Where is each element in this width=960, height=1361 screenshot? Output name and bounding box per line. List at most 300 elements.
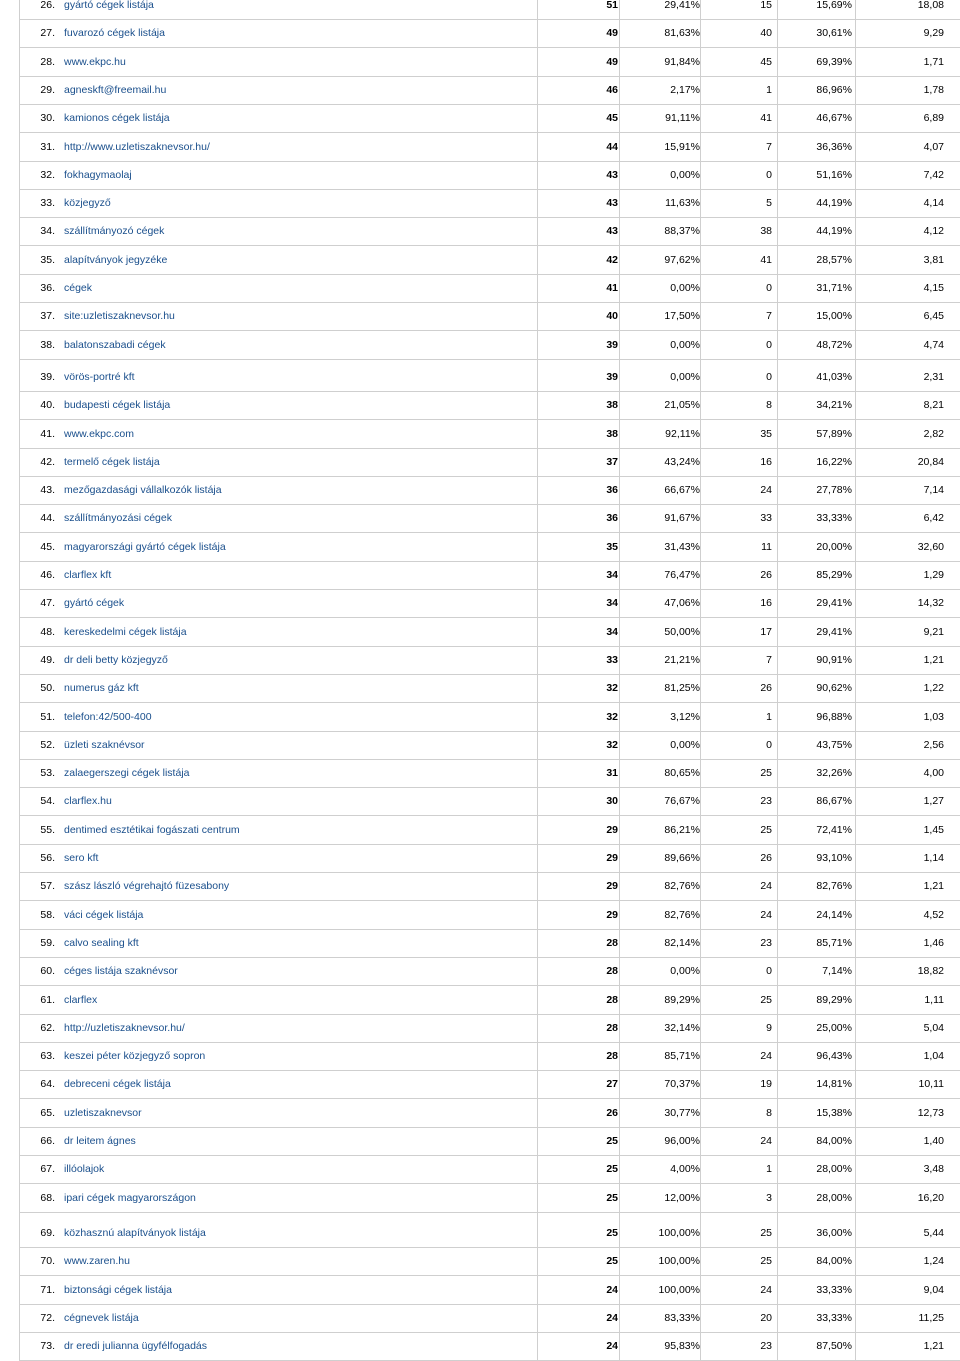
table-row (20, 787, 960, 816)
percent-value: 0,00% (670, 370, 700, 383)
percent-value: 46,67% (816, 112, 852, 125)
row-rank: 73. (40, 1340, 55, 1353)
row-rank: 39. (40, 370, 55, 383)
percent-value: 100,00% (658, 1255, 700, 1268)
visits-value: 29 (606, 823, 618, 836)
numeric-value: 9,04 (923, 1283, 944, 1296)
numeric-value: 1,40 (923, 1135, 944, 1147)
count-value: 23 (760, 795, 772, 808)
table-row (20, 816, 960, 845)
keyword-link[interactable]: alapítványok jegyzéke (64, 253, 168, 266)
percent-value: 15,38% (816, 1106, 852, 1119)
row-rank: 37. (40, 310, 55, 323)
keyword-link[interactable]: sero kft (64, 852, 99, 864)
row-rank: 70. (40, 1255, 55, 1268)
visits-value: 40 (606, 310, 618, 323)
visits-value: 33 (606, 653, 618, 666)
numeric-value: 1,27 (923, 795, 944, 808)
row-rank: 69. (40, 1226, 55, 1239)
keyword-link[interactable]: agneskft@freemail.hu (64, 83, 167, 96)
visits-value: 28 (606, 936, 618, 949)
table-row (20, 448, 960, 477)
percent-value: 41,03% (816, 370, 852, 383)
count-value: 38 (760, 225, 772, 238)
keyword-link[interactable]: numerus gáz kft (64, 682, 139, 695)
row-rank: 47. (40, 597, 55, 610)
keyword-link[interactable]: vörös-portré kft (64, 370, 135, 383)
numeric-value: 1,46 (923, 936, 944, 949)
visits-value: 32 (606, 738, 618, 751)
count-value: 23 (760, 1340, 772, 1353)
numeric-value: 4,07 (923, 140, 944, 153)
visits-value: 25 (606, 1163, 618, 1176)
row-rank: 62. (40, 1021, 55, 1034)
numeric-value: 8,21 (923, 399, 944, 412)
percent-value: 95,83% (664, 1340, 700, 1353)
percent-value: 70,37% (664, 1078, 700, 1091)
keyword-link[interactable]: dr eredi julianna ügyfélfogadás (64, 1340, 208, 1353)
percent-value: 34,21% (816, 399, 852, 412)
percent-value: 76,67% (664, 795, 700, 808)
keyword-link[interactable]: fuvarozó cégek listája (64, 27, 165, 40)
keyword-link[interactable]: mezőgazdasági vállalkozók listája (64, 484, 222, 497)
count-value: 0 (766, 370, 772, 383)
numeric-value: 11,25 (918, 1311, 944, 1324)
visits-value: 29 (606, 880, 618, 893)
percent-value: 33,33% (816, 1311, 852, 1324)
keyword-link[interactable]: clarflex (64, 993, 98, 1006)
keyword-link[interactable]: dr deli betty közjegyző (64, 653, 168, 666)
percent-value: 89,66% (664, 852, 700, 864)
percent-value: 86,96% (816, 83, 852, 96)
percent-value: 0,00% (670, 965, 700, 978)
percent-value: 33,33% (816, 1283, 852, 1296)
keyword-link[interactable]: site:uzletiszaknevsor.hu (64, 310, 175, 323)
percent-value: 4,00% (670, 1163, 700, 1176)
count-value: 8 (766, 399, 772, 412)
keyword-link[interactable]: gyártó cégek listája (64, 0, 154, 11)
count-value: 0 (766, 168, 772, 181)
row-rank: 44. (40, 512, 55, 525)
percent-value: 82,76% (664, 908, 700, 921)
keyword-table (19, 0, 960, 1361)
percent-value: 87,50% (816, 1340, 852, 1353)
row-rank: 40. (40, 399, 55, 412)
visits-value: 35 (606, 540, 618, 553)
percent-value: 84,00% (816, 1135, 852, 1147)
count-value: 19 (760, 1078, 772, 1091)
table-row (20, 533, 960, 562)
visits-value: 28 (606, 1021, 618, 1034)
row-rank: 46. (40, 569, 55, 581)
percent-value: 47,06% (664, 597, 700, 610)
visits-value: 27 (606, 1078, 618, 1091)
count-value: 35 (760, 427, 772, 440)
count-value: 16 (760, 455, 772, 468)
visits-value: 46 (606, 83, 618, 96)
keyword-link[interactable]: kereskedelmi cégek listája (64, 625, 187, 638)
percent-value: 15,91% (664, 140, 700, 153)
table-row (20, 104, 960, 133)
count-value: 1 (766, 710, 772, 723)
numeric-value: 2,31 (923, 370, 944, 383)
keyword-link[interactable]: cégek (64, 282, 93, 294)
row-rank: 34. (40, 225, 55, 238)
percent-value: 27,78% (816, 484, 852, 497)
count-value: 24 (760, 1135, 772, 1147)
numeric-value: 2,82 (923, 427, 944, 440)
numeric-value: 1,14 (923, 852, 944, 864)
visits-value: 36 (606, 484, 618, 497)
table-row (20, 589, 960, 618)
keyword-link[interactable]: céges listája szaknévsor (64, 965, 178, 978)
count-value: 25 (760, 823, 772, 836)
visits-value: 25 (606, 1135, 618, 1147)
count-value: 26 (760, 682, 772, 695)
row-rank: 65. (40, 1106, 55, 1119)
count-value: 0 (766, 282, 772, 294)
keyword-link[interactable]: közjegyző (64, 197, 111, 210)
table-row (20, 1070, 960, 1099)
percent-value: 76,47% (664, 569, 700, 581)
count-value: 3 (766, 1191, 772, 1204)
keyword-link[interactable]: üzleti szaknévsor (64, 738, 145, 751)
table-row (20, 1127, 960, 1156)
percent-value: 21,21% (664, 653, 700, 666)
visits-value: 31 (606, 767, 618, 780)
percent-value: 82,76% (816, 880, 852, 893)
percent-value: 31,71% (816, 282, 852, 294)
count-value: 11 (761, 540, 772, 553)
keyword-link[interactable]: kamionos cégek listája (64, 112, 170, 125)
numeric-value: 6,89 (923, 112, 944, 125)
keyword-link[interactable]: magyarországi gyártó cégek listája (64, 540, 226, 553)
table-row (20, 986, 960, 1015)
visits-value: 39 (606, 370, 618, 383)
visits-value: 36 (606, 512, 618, 525)
percent-value: 15,69% (816, 0, 852, 11)
row-rank: 52. (40, 738, 55, 751)
visits-value: 43 (606, 168, 618, 181)
row-rank: 35. (40, 253, 55, 266)
table-row (20, 929, 960, 958)
table-row (20, 872, 960, 901)
table-row (20, 302, 960, 331)
keyword-link[interactable]: közhasznú alapítványok listája (64, 1226, 206, 1239)
visits-value: 34 (606, 597, 618, 610)
row-rank: 59. (40, 936, 55, 949)
keyword-link[interactable]: clarflex kft (64, 569, 112, 581)
count-value: 41 (760, 112, 772, 125)
numeric-value: 3,81 (923, 253, 944, 266)
keyword-link[interactable]: termelő cégek listája (64, 455, 160, 468)
row-rank: 33. (40, 197, 55, 210)
percent-value: 12,00% (664, 1191, 700, 1204)
table-row (20, 246, 960, 275)
percent-value: 0,00% (670, 738, 700, 751)
row-rank: 41. (40, 427, 55, 440)
keyword-link[interactable]: http://www.uzletiszaknevsor.hu/ (64, 140, 210, 153)
numeric-value: 12,73 (917, 1106, 944, 1119)
numeric-value: 16,20 (917, 1191, 944, 1204)
percent-value: 90,91% (816, 653, 852, 666)
visits-value: 34 (606, 625, 618, 638)
percent-value: 72,41% (816, 823, 852, 836)
keyword-link[interactable]: ipari cégek magyarországon (64, 1191, 196, 1204)
count-value: 0 (766, 738, 772, 751)
percent-value: 0,00% (670, 282, 700, 294)
percent-value: 89,29% (664, 993, 700, 1006)
row-rank: 57. (40, 880, 55, 893)
percent-value: 90,62% (816, 682, 852, 695)
row-rank: 27. (40, 27, 55, 40)
table-row (20, 420, 960, 449)
table-row (20, 0, 960, 20)
keyword-link[interactable]: debreceni cégek listája (64, 1078, 171, 1091)
table-row (20, 1332, 960, 1361)
visits-value: 49 (606, 55, 618, 68)
keyword-link[interactable]: szállítmányozási cégek (64, 512, 172, 525)
numeric-value: 32,60 (917, 540, 944, 553)
visits-value: 42 (606, 253, 618, 266)
table-row (20, 674, 960, 703)
keyword-link[interactable]: zalaegerszegi cégek listája (64, 767, 190, 780)
table-row (20, 331, 960, 360)
numeric-value: 1,22 (923, 682, 944, 695)
keyword-link[interactable]: dentimed esztétikai fogászati centrum (64, 823, 240, 836)
percent-value: 21,05% (664, 399, 700, 412)
visits-value: 38 (606, 427, 618, 440)
row-rank: 45. (40, 540, 55, 553)
count-value: 40 (760, 27, 772, 40)
percent-value: 91,11% (665, 112, 700, 125)
percent-value: 44,19% (816, 225, 852, 238)
percent-value: 80,65% (664, 767, 700, 780)
row-rank: 48. (40, 625, 55, 638)
numeric-value: 1,45 (923, 823, 944, 836)
numeric-value: 6,42 (923, 512, 944, 525)
percent-value: 84,00% (816, 1255, 852, 1268)
percent-value: 85,71% (816, 936, 852, 949)
percent-value: 36,36% (816, 140, 852, 153)
table-row (20, 1247, 960, 1276)
visits-value: 49 (606, 27, 618, 40)
percent-value: 50,00% (664, 625, 700, 638)
numeric-value: 4,14 (923, 197, 944, 210)
visits-value: 24 (606, 1283, 618, 1296)
numeric-value: 1,21 (923, 880, 944, 893)
keyword-link[interactable]: cégnevek listája (64, 1311, 139, 1324)
count-value: 7 (766, 653, 772, 666)
visits-value: 32 (606, 682, 618, 695)
percent-value: 81,25% (664, 682, 700, 695)
numeric-value: 1,11 (924, 993, 944, 1006)
table-row (20, 504, 960, 533)
percent-value: 85,29% (816, 569, 852, 581)
visits-value: 28 (606, 965, 618, 978)
table-row (20, 19, 960, 48)
keyword-link[interactable]: uzletiszaknevsor (64, 1106, 142, 1119)
visits-value: 25 (606, 1191, 618, 1204)
numeric-value: 4,00 (923, 767, 944, 780)
row-rank: 61. (40, 993, 55, 1006)
visits-value: 43 (606, 225, 618, 238)
count-value: 24 (760, 1283, 772, 1296)
table-row (20, 1276, 960, 1305)
row-rank: 58. (40, 908, 55, 921)
percent-value: 69,39% (816, 55, 852, 68)
keyword-link[interactable]: váci cégek listája (64, 908, 144, 921)
percent-value: 85,71% (664, 1050, 700, 1063)
percent-value: 16,22% (816, 455, 852, 468)
keyword-link[interactable]: gyártó cégek (64, 597, 125, 610)
keyword-link[interactable]: balatonszabadi cégek (64, 338, 166, 351)
visits-value: 24 (606, 1311, 618, 1324)
numeric-value: 18,82 (917, 965, 944, 978)
numeric-value: 1,04 (923, 1050, 944, 1063)
count-value: 9 (766, 1021, 772, 1034)
visits-value: 29 (606, 908, 618, 921)
visits-value: 38 (606, 399, 618, 412)
numeric-value: 18,08 (917, 0, 944, 11)
percent-value: 3,12% (670, 710, 700, 723)
keyword-link[interactable]: calvo sealing kft (64, 936, 139, 949)
numeric-value: 4,12 (923, 225, 944, 238)
keyword-link[interactable]: telefon:42/500-400 (64, 710, 152, 723)
percent-value: 100,00% (658, 1226, 700, 1239)
percent-value: 2,17% (670, 83, 700, 96)
percent-value: 36,00% (816, 1226, 852, 1239)
percent-value: 66,67% (664, 484, 700, 497)
numeric-value: 7,42 (923, 168, 944, 181)
table-row (20, 1155, 960, 1184)
percent-value: 86,67% (816, 795, 852, 808)
row-rank: 32. (40, 168, 55, 181)
keyword-link[interactable]: szállítmányozó cégek (64, 225, 165, 238)
percent-value: 91,84% (664, 55, 700, 68)
table-row (20, 1014, 960, 1043)
numeric-value: 7,14 (923, 484, 944, 497)
visits-value: 51 (606, 0, 618, 11)
table-row (20, 844, 960, 873)
visits-value: 24 (606, 1340, 618, 1353)
numeric-value: 6,45 (923, 310, 944, 323)
row-rank: 51. (40, 710, 55, 723)
percent-value: 30,77% (664, 1106, 700, 1119)
keyword-link[interactable]: illóolajok (64, 1163, 105, 1176)
percent-value: 83,33% (664, 1311, 700, 1324)
count-value: 0 (766, 965, 772, 978)
row-rank: 38. (40, 338, 55, 351)
percent-value: 25,00% (816, 1021, 852, 1034)
row-rank: 28. (40, 55, 55, 68)
row-rank: 72. (40, 1311, 55, 1324)
count-value: 17 (760, 625, 772, 638)
count-value: 26 (760, 852, 772, 864)
keyword-link[interactable]: keszei péter közjegyző sopron (64, 1050, 206, 1063)
count-value: 1 (766, 1163, 772, 1176)
numeric-value: 1,21 (923, 653, 944, 666)
percent-value: 28,57% (816, 253, 852, 266)
percent-value: 7,14% (822, 965, 852, 978)
percent-value: 30,61% (816, 27, 852, 40)
row-rank: 68. (40, 1191, 55, 1204)
numeric-value: 5,44 (923, 1226, 944, 1239)
table-row (20, 646, 960, 675)
percent-value: 82,14% (664, 936, 700, 949)
row-rank: 31. (40, 140, 55, 153)
table-row (20, 476, 960, 505)
keyword-link[interactable]: dr leitem ágnes (64, 1135, 136, 1147)
row-rank: 54. (40, 795, 55, 808)
count-value: 33 (760, 512, 772, 525)
keyword-link[interactable]: www.ekpc.com (64, 427, 135, 440)
visits-value: 28 (606, 993, 618, 1006)
keyword-link[interactable]: www.zaren.hu (64, 1255, 130, 1268)
keyword-link[interactable]: fokhagymaolaj (64, 168, 132, 181)
row-rank: 66. (40, 1135, 55, 1147)
percent-value: 32,14% (664, 1021, 700, 1034)
table-row (20, 1219, 960, 1248)
percent-value: 48,72% (816, 338, 852, 351)
numeric-value: 9,21 (923, 625, 944, 638)
keyword-link[interactable]: clarflex.hu (64, 795, 112, 808)
count-value: 26 (760, 569, 772, 581)
percent-value: 100,00% (658, 1283, 700, 1296)
keyword-link[interactable]: www.ekpc.hu (64, 55, 126, 68)
row-rank: 71. (40, 1283, 55, 1296)
numeric-value: 1,21 (923, 1340, 944, 1353)
row-rank: 29. (40, 83, 55, 96)
table-row (20, 189, 960, 218)
keyword-link[interactable]: szász lászló végrehajtó füzesabony (64, 880, 230, 893)
keyword-link[interactable]: http://uzletiszaknevsor.hu/ (64, 1021, 185, 1034)
count-value: 7 (766, 310, 772, 323)
percent-value: 0,00% (670, 338, 700, 351)
table-row (20, 561, 960, 590)
numeric-value: 2,56 (923, 738, 944, 751)
count-value: 45 (760, 55, 772, 68)
count-value: 25 (760, 767, 772, 780)
visits-value: 25 (606, 1255, 618, 1268)
visits-value: 44 (606, 140, 618, 153)
count-value: 25 (760, 1226, 772, 1239)
row-rank: 50. (40, 682, 55, 695)
percent-value: 82,76% (664, 880, 700, 893)
percent-value: 24,14% (816, 908, 852, 921)
numeric-value: 14,32 (917, 597, 944, 610)
table-row (20, 901, 960, 930)
table-row (20, 1184, 960, 1213)
numeric-value: 4,15 (923, 282, 944, 294)
keyword-link[interactable]: biztonsági cégek listája (64, 1283, 172, 1296)
numeric-value: 5,04 (923, 1021, 944, 1034)
row-rank: 42. (40, 455, 55, 468)
visits-value: 37 (606, 455, 618, 468)
row-rank: 30. (40, 112, 55, 125)
numeric-value: 9,29 (923, 27, 944, 40)
percent-value: 43,24% (664, 455, 700, 468)
percent-value: 33,33% (816, 512, 852, 525)
row-rank: 63. (40, 1050, 55, 1063)
percent-value: 29,41% (664, 0, 700, 11)
table-row (20, 1304, 960, 1333)
table-row (20, 1042, 960, 1071)
percent-value: 29,41% (816, 597, 852, 610)
keyword-link[interactable]: budapesti cégek listája (64, 399, 171, 412)
visits-value: 39 (606, 338, 618, 351)
percent-value: 20,00% (816, 540, 852, 553)
